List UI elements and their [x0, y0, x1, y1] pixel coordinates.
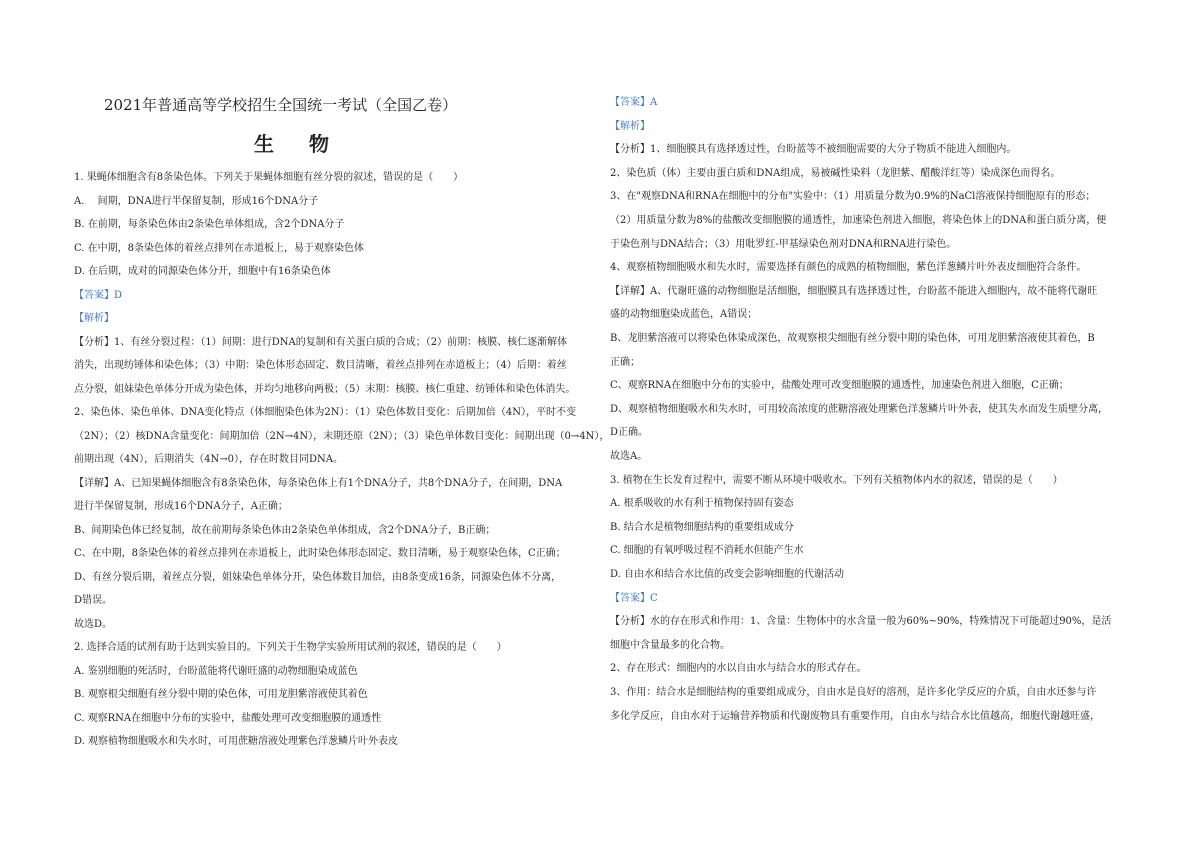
right-text-line: B、龙胆紫溶液可以将染色体染成深色，故观察根尖细胞有丝分裂中期的染色体，可用龙胆紫溶液使其着色，B	[610, 333, 1095, 344]
right-text-line: 【详解】A、代谢旺盛的动物细胞是活细胞，细胞膜具有选择透过性，台盼蓝不能进入细胞内，故不能将代谢旺	[610, 285, 1098, 297]
subject-title: 生 物	[254, 132, 343, 156]
right-text-line: A. 根系吸收的水有利于植物保持固有姿态	[610, 498, 794, 510]
right-text-line: D正确。	[610, 427, 649, 439]
left-text-line: A. 间期，DNA进行半保留复制，形成16个DNA分子	[74, 195, 319, 207]
right-section-tag: 【答案】C	[610, 592, 658, 604]
right-text-line: 于染色剂与DNA结合；（3）用吡罗红-甲基绿染色剂对DNA和RNA进行染色。	[610, 238, 957, 250]
left-section-tag: 【解析】	[74, 313, 114, 324]
left-text-line: 故选D。	[74, 618, 113, 630]
left-text-line: A. 鉴别细胞的死活时，台盼蓝能将代谢旺盛的动物细胞染成蓝色	[74, 665, 358, 677]
right-text-line: 【分析】1、细胞膜具有选择透过性，台盼蓝等不被细胞需要的大分子物质不能进入细胞内。	[610, 144, 1017, 156]
left-text-line: C. 观察RNA在细胞中分布的实验中，盐酸处理可改变细胞膜的通透性	[74, 712, 382, 724]
right-text-line: 多化学反应，自由水对于运输营养物质和代谢废物具有重要作用，自由水与结合水比值越高，细胞代谢越旺盛，	[610, 710, 1100, 722]
right-section-tag: 【答案】A	[610, 97, 658, 108]
right-text-line: C、观察RNA在细胞中分布的实验中，盐酸处理可改变细胞膜的通透性，加速染色剂进入细胞，C正确；	[610, 380, 1069, 392]
left-text-line: B. 观察根尖细胞有丝分裂中期的染色体，可用龙胆紫溶液使其着色	[74, 689, 368, 700]
right-text-line: 2、染色质（体）主要由蛋白质和DNA组成，易被碱性染料（龙胆紫、醋酸洋红等）染成深色而得名。	[610, 167, 1061, 179]
right-text-line: 【分析】水的存在形式和作用：1、含量：生物体中的水含量一般为60%~90%，特殊情况下可能超过90%，是活	[610, 616, 1112, 628]
left-text-line: 2. 选择合适的试剂有助于达到实验目的。下列关于生物学实验所用试剂的叙述，错误的是（ ）	[74, 642, 507, 653]
right-text-line: 盛的动物细胞染成蓝色，A错误；	[610, 309, 758, 321]
left-text-line: 【详解】A、已知果蝇体细胞含有8条染色体，每条染色体上有1个DNA分子，共8个DNA分子，在间期，DNA	[74, 477, 563, 489]
left-text-line: 1. 果蝇体细胞含有8条染色体。下列关于果蝇体细胞有丝分裂的叙述，错误的是（ ）	[74, 172, 464, 183]
exam-title: 2021年普通高等学校招生全国统一考试（全国乙卷）	[104, 96, 458, 114]
right-text-line: 3、在"观察DNA和RNA在细胞中的分布"实验中：（1）用质量分数为0.9%的NaCl溶液保持细胞原有的形态；	[610, 191, 1096, 203]
left-text-line: 点分裂，姐妹染色单体分开成为染色体，并均匀地移向两极；（5）末期：核膜、核仁重建、纺锤体和染色体消失。	[74, 383, 576, 395]
left-text-line: D错误。	[74, 595, 113, 606]
left-section-tag: 【答案】D	[74, 289, 123, 301]
right-text-line: 2、存在形式：细胞内的水以自由水与结合水的形式存在。	[610, 663, 867, 675]
left-text-line: C. 在中期，8条染色体的着丝点排列在赤道板上，易于观察染色体	[74, 242, 365, 254]
left-text-line: B. 在前期，每条染色体由2条染色单体组成，含2个DNA分子	[74, 219, 345, 230]
right-text-line: 正确；	[610, 356, 640, 368]
left-text-line: B、间期染色体已经复制，故在前期每条染色体由2条染色单体组成，含2个DNA分子，B正确；	[74, 524, 496, 536]
right-text-line: D. 自由水和结合水比值的改变会影响细胞的代谢活动	[610, 569, 845, 580]
right-text-line: D、观察植物细胞吸水和失水时，可用较高浓度的蔗糖溶液处理紫色洋葱鳞片叶外表，使其失水而发生质壁分离，	[610, 403, 1109, 415]
left-text-line: D、有丝分裂后期，着丝点分裂，姐妹染色单体分开，染色体数目加倍，由8条变成16条，同源染色体不分离，	[74, 571, 562, 583]
left-text-line: C、在中期，8条染色体的着丝点排列在赤道板上，此时染色体形态固定、数目清晰，易于观察染色体，C正确；	[74, 548, 566, 559]
left-text-line: D. 观察植物细胞吸水和失水时，可用蔗糖溶液处理紫色洋葱鳞片叶外表皮	[74, 736, 399, 747]
left-text-line: （2N）；（2）核DNA含量变化：间期加倍（2N→4N），末期还原（2N）；（3）染色单体数目变化：间期出现（0→4N），	[74, 430, 610, 442]
left-text-line: 【分析】1、有丝分裂过程：（1）间期：进行DNA的复制和有关蛋白质的合成；（2）前期：核膜、核仁逐渐解体	[74, 336, 568, 348]
left-text-line: 进行半保留复制，形成16个DNA分子，A正确；	[74, 501, 288, 512]
left-text-line: 消失，出现纺锤体和染色体；（3）中期：染色体形态固定、数目清晰，着丝点排列在赤道板上；（4）后期：着丝	[74, 360, 567, 371]
right-text-line: 细胞中含量最多的化合物。	[610, 639, 730, 651]
right-text-line: 3. 植物在生长发育过程中，需要不断从环境中吸收水。下列有关植物体内水的叙述，错误的是（ ）	[610, 474, 1063, 486]
left-text-line: 前期出现（4N），后期消失（4N→0），存在时数目同DNA。	[74, 454, 343, 465]
left-text-line: 2、染色体、染色单体、DNA变化特点（体细胞染色体为2N）：（1）染色体数目变化：后期加倍（4N），平时不变	[74, 407, 576, 418]
right-text-line: 4、观察植物细胞吸水和失水时，需要选择有颜色的成熟的植物细胞，紫色洋葱鳞片叶外表皮细胞符合条件。	[610, 262, 1087, 274]
right-text-line: （2）用质量分数为8%的盐酸改变细胞膜的通透性，加速染色剂进入细胞，将染色体上的DNA和蛋白质分离，便	[610, 215, 1107, 226]
left-text-line: D. 在后期，成对的同源染色体分开，细胞中有16条染色体	[74, 266, 331, 277]
right-text-line: B. 结合水是植物细胞结构的重要组成成分	[610, 521, 794, 533]
right-text-line: 3、作用：结合水是细胞结构的重要组成成分，自由水是良好的溶剂，是许多化学反应的介质，自由水还参与许	[610, 687, 1097, 698]
right-section-tag: 【解析】	[610, 120, 650, 132]
right-text-line: C. 细胞的有氧呼吸过程不消耗水但能产生水	[610, 545, 804, 557]
right-text-line: 故选A。	[610, 451, 648, 462]
